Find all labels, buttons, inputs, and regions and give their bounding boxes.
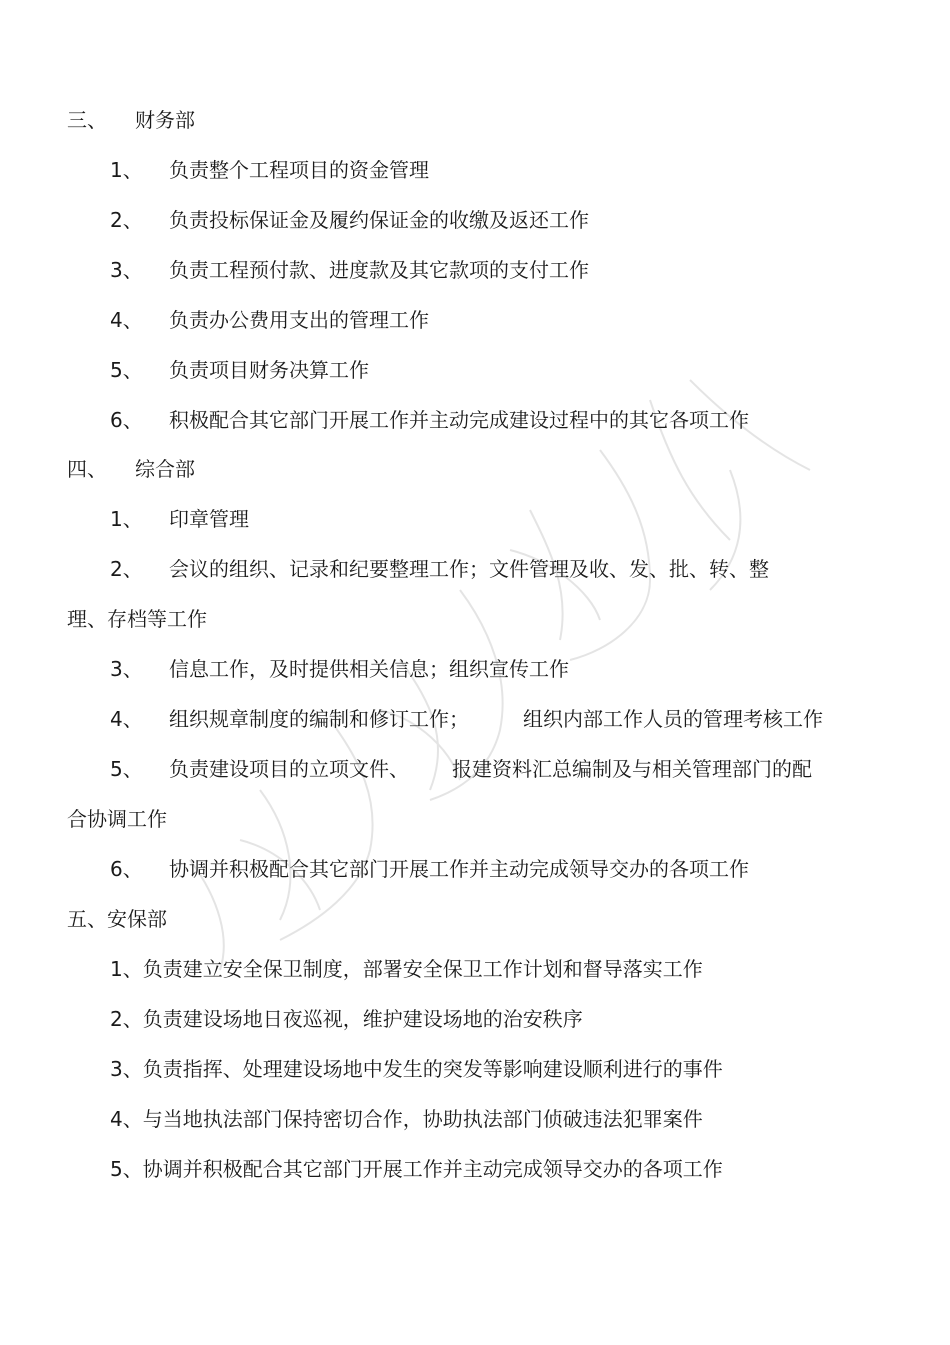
item-number: 4、 [110, 308, 143, 332]
item-number: 5、 [110, 358, 143, 382]
item-text: 5、协调并积极配合其它部门开展工作并主动完成领导交办的各项工作 [110, 1157, 723, 1181]
item-number: 1、 [110, 507, 143, 531]
item-text: 负责建设项目的立项文件、 [169, 757, 409, 781]
item-text: 组织规章制度的编制和修订工作； [169, 707, 469, 731]
item-number: 1、 [110, 158, 143, 182]
item-text: 积极配合其它部门开展工作并主动完成建设过程中的其它各项工作 [169, 408, 749, 432]
item-text-continued: 理、存档等工作 [67, 607, 207, 631]
section-title: 五、安保部 [67, 907, 167, 931]
item-number: 3、 [110, 258, 143, 282]
item-text-part-b: 报建资料汇总编制及与相关管理部门的配 [452, 757, 812, 781]
section-number: 四、 [67, 457, 107, 481]
item-text: 1、负责建立安全保卫制度，部署安全保卫工作计划和督导落实工作 [110, 957, 703, 981]
item-number: 4、 [110, 707, 143, 731]
item-text: 负责办公费用支出的管理工作 [169, 308, 429, 332]
item-text: 会议的组织、记录和纪要整理工作；文件管理及收、发、批、转、整 [169, 557, 769, 581]
section-title: 综合部 [135, 457, 195, 481]
item-text-continued: 合协调工作 [67, 807, 167, 831]
item-text: 信息工作，及时提供相关信息；组织宣传工作 [169, 657, 569, 681]
item-text: 3、负责指挥、处理建设场地中发生的突发等影响建设顺利进行的事件 [110, 1057, 723, 1081]
section-title: 财务部 [135, 108, 195, 132]
item-number: 2、 [110, 208, 143, 232]
item-number: 6、 [110, 408, 143, 432]
item-text: 负责整个工程项目的资金管理 [169, 158, 429, 182]
item-number: 6、 [110, 857, 143, 881]
item-number: 3、 [110, 657, 143, 681]
item-number: 2、 [110, 557, 143, 581]
item-text: 负责工程预付款、进度款及其它款项的支付工作 [169, 258, 589, 282]
item-text: 负责项目财务决算工作 [169, 358, 369, 382]
item-text: 协调并积极配合其它部门开展工作并主动完成领导交办的各项工作 [169, 857, 749, 881]
item-text: 印章管理 [169, 507, 249, 531]
item-text-part-b: 组织内部工作人员的管理考核工作 [523, 707, 823, 731]
section-number: 三、 [67, 108, 107, 132]
item-number: 5、 [110, 757, 143, 781]
item-text: 2、负责建设场地日夜巡视，维护建设场地的治安秩序 [110, 1007, 583, 1031]
item-text: 4、与当地执法部门保持密切合作，协助执法部门侦破违法犯罪案件 [110, 1107, 703, 1131]
item-text: 负责投标保证金及履约保证金的收缴及返还工作 [169, 208, 589, 232]
